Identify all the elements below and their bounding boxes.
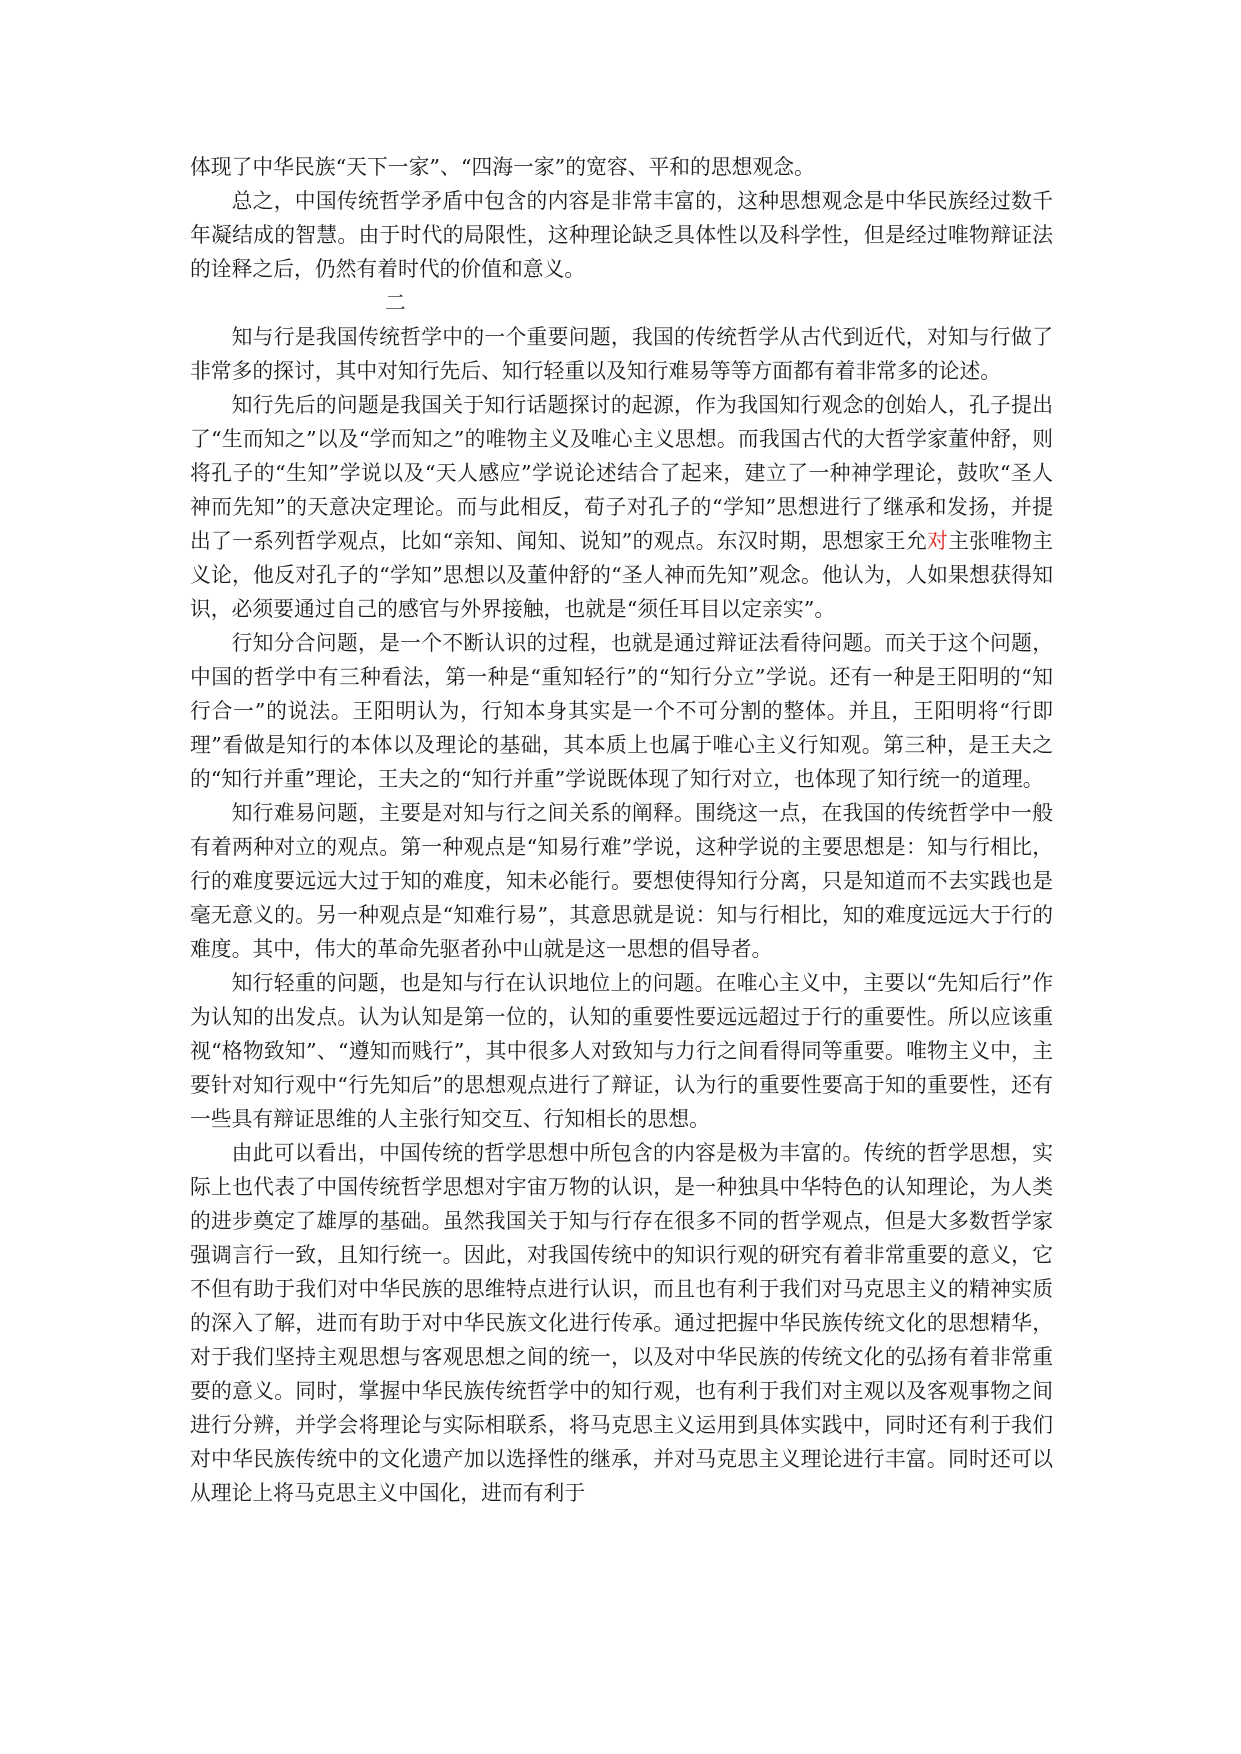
- paragraph-8: 由此可以看出，中国传统的哲学思想中所包含的内容是极为丰富的。传统的哲学思想，实际上也代表了中国传统哲学思想对宇宙万物的认识，是一种独具中华特色的认知理论，为人类的进步奠定了雄厚的基础。虽然我国关于知与行存在很多不同的哲学观点，但是大多数哲学家强调言行一致，且知行统一。因此，对我国传统中的知识行观的研究有着非常重要的意义，它不但有助于我们对中华民族的思维特点进行认识，而且也有利于我们对马克思主义的精神实质的深入了解，进而有助于对中华民族文化进行传承。通过把握中华民族传统文化的思想精华，对于我们坚持主观思想与客观思想之间的统一，以及对中华民族的传统文化的弘扬有着非常重要的意义。同时，掌握中华民族传统哲学中的知行观，也有利于我们对主观以及客观事物之间进行分辨，并学会将理论与实际相联系，将马克思主义运用到具体实践中，同时还有利于我们对中华民族传统中的文化遗产加以选择性的继承，并对马克思主义理论进行丰富。同时还可以从理论上将马克思主义中国化，进而有利于: [190, 1141, 1053, 1505]
- section-heading: 二: [385, 291, 406, 315]
- paragraph-4-text-b: 主张唯物主义论，他反对孔子的“学知”思想以及董仲舒的“圣人神而先知”观念。他认为，人如果想获得知识，必须要通过自己的感官与外界接触，也就是“须任耳目以定亲实”。: [190, 529, 1054, 621]
- paragraph-2: 总之，中国传统哲学矛盾中包含的内容是非常丰富的，这种思想观念是中华民族经过数千年凝结成的智慧。由于时代的局限性，这种理论缺乏具体性以及科学性，但是经过唯物辩证法的诠释之后，仍然有着时代的价值和意义。: [190, 189, 1053, 281]
- paragraph-1: 体现了中华民族“天下一家”、“四海一家”的宽容、平和的思想观念。: [190, 155, 815, 179]
- paragraph-7: 知行轻重的问题，也是知与行在认识地位上的问题。在唯心主义中，主要以“先知后行”作为认知的出发点。认为认知是第一位的，认知的重要性要远远超过于行的重要性。所以应该重视“格物致知”、“遵知而贱行”，其中很多人对致知与力行之间看得同等重要。唯物主义中，主要针对知行观中“行先知后”的思想观点进行了辩证，认为行的重要性要高于知的重要性，还有一些具有辩证思维的人主张行知交互、行知相长的思想。: [190, 971, 1053, 1131]
- paragraph-4-text-a: 知行先后的问题是我国关于知行话题探讨的起源，作为我国知行观念的创始人，孔子提出了“生而知之”以及“学而知之”的唯物主义及唯心主义思想。而我国古代的大哲学家董仲舒，则将孔子的“生知”学说以及“天人感应”学说论述结合了起来，建立了一种神学理论，鼓吹“圣人神而先知”的天意决定理论。而与此相反，荀子对孔子的“学知”思想进行了继承和发扬，并提出了一系列哲学观点，比如“亲知、闻知、说知”的观点。东汉时期，思想家王允: [190, 393, 1053, 553]
- paragraph-6: 知行难易问题，主要是对知与行之间关系的阐释。围绕这一点，在我国的传统哲学中一般有着两种对立的观点。第一种观点是“知易行难”学说，这种学说的主要思想是：知与行相比，行的难度要远远大过于知的难度，知未必能行。要想使得知行分离，只是知道而不去实践也是毫无意义的。另一种观点是“知难行易”，其意思就是说：知与行相比，知的难度远远大于行的难度。其中，伟大的革命先驱者孙中山就是这一思想的倡导者。: [190, 801, 1053, 961]
- paragraph-5: 行知分合问题，是一个不断认识的过程，也就是通过辩证法看待问题。而关于这个问题，中国的哲学中有三种看法，第一种是“重知轻行”的“知行分立”学说。还有一种是王阳明的“知行合一”的说法。王阳明认为，行知本身其实是一个不可分割的整体。并且，王阳明将“行即理”看做是知行的本体以及理论的基础，其本质上也属于唯心主义行知观。第三种，是王夫之的“知行并重”理论，王夫之的“知行并重”学说既体现了知行对立，也体现了知行统一的道理。: [190, 631, 1053, 791]
- paragraph-4: [190, 388, 1053, 626]
- paragraph-3: 知与行是我国传统哲学中的一个重要问题，我国的传统哲学从古代到近代，对知与行做了非常多的探讨，其中对知行先后、知行轻重以及知行难易等等方面都有着非常多的论述。: [190, 325, 1053, 383]
- highlighted-character: 对: [927, 529, 949, 553]
- document-body: [190, 150, 1053, 1510]
